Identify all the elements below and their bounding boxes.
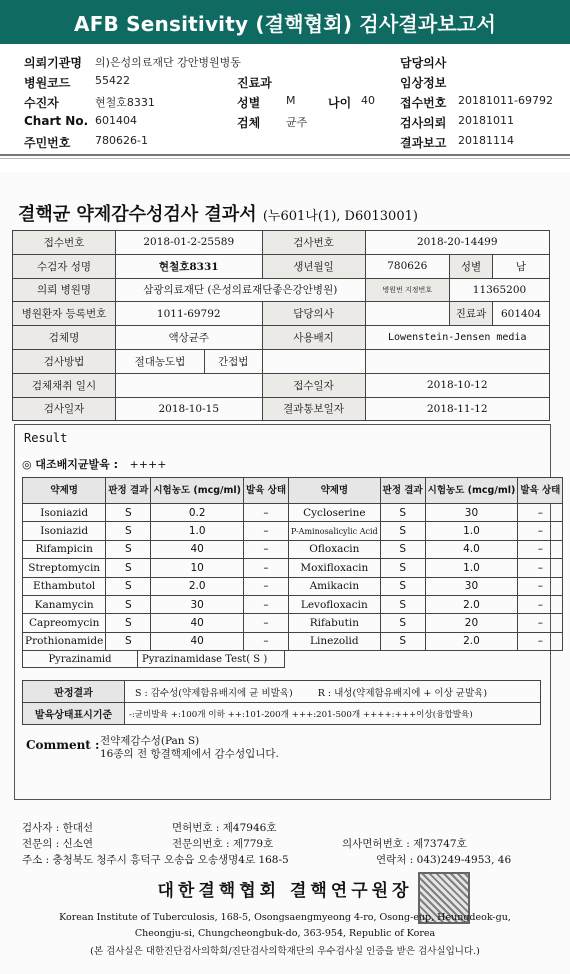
comment-label: Comment : bbox=[26, 738, 100, 752]
table-row bbox=[13, 302, 550, 326]
cell-label: 검사일자 bbox=[13, 397, 116, 421]
col-growth: 발육 상태 bbox=[244, 478, 289, 504]
table-row bbox=[23, 559, 563, 577]
drug-conc: 40 bbox=[151, 540, 244, 558]
address: 주소 : 충청북도 청주시 흥덕구 오송읍 오송생명4로 168-5 bbox=[22, 854, 289, 866]
drug-growth: – bbox=[244, 540, 289, 558]
drug-growth: – bbox=[244, 504, 289, 522]
report-title bbox=[18, 200, 418, 226]
hospital: 삼광의료재단 (은성의료재단좋은강안병원) bbox=[116, 278, 366, 302]
hospital-name-value: 의)은성의료재단 강안병원병동 bbox=[95, 56, 241, 69]
drug-growth: – bbox=[518, 559, 563, 577]
cell-label: 검체명 bbox=[13, 326, 116, 350]
pyrazinamid-name: Pyrazinamid bbox=[23, 651, 138, 668]
reg-no: 1011-69792 bbox=[116, 302, 263, 326]
hospital-name-label: 의뢰기관명 bbox=[24, 56, 82, 70]
dept-label: 진료과 bbox=[237, 76, 272, 90]
table-row bbox=[13, 278, 550, 302]
contact: 연락처 : 043)249-4953, 46 bbox=[376, 854, 512, 866]
drug-growth: – bbox=[244, 577, 289, 595]
drug-name: Rifabutin bbox=[289, 614, 381, 632]
notify-date: 2018-11-12 bbox=[365, 397, 549, 421]
method-1: 절대농도법 bbox=[116, 349, 205, 373]
report-title-main: 결핵균 약제감수성검사 결과서 bbox=[18, 204, 257, 225]
drug-growth: – bbox=[244, 595, 289, 613]
doctor-label: 담당의사 bbox=[400, 56, 447, 70]
empty-cell bbox=[262, 349, 365, 373]
drug-conc: 40 bbox=[151, 614, 244, 632]
drug-growth: – bbox=[244, 632, 289, 650]
inst-no: 11365200 bbox=[450, 278, 550, 302]
dob: 780626 bbox=[365, 254, 449, 278]
receipt-value: 20181011-69792 bbox=[458, 94, 553, 107]
drug-conc: 40 bbox=[151, 632, 244, 650]
drug-growth: – bbox=[518, 522, 563, 540]
drug-name: P-Aminosalicylic Acid bbox=[289, 522, 381, 540]
dept: 601404 bbox=[493, 302, 550, 326]
drug-name: Levofloxacin bbox=[289, 595, 381, 613]
specimen-label: 검체 bbox=[237, 116, 261, 130]
header-row-4 bbox=[0, 114, 570, 132]
divider bbox=[0, 154, 570, 156]
cell-label: 의뢰 병원명 bbox=[13, 278, 116, 302]
cell-label: 수검자 성명 bbox=[13, 254, 116, 278]
cell-label: 접수번호 bbox=[13, 231, 116, 255]
pyrazinamid-row bbox=[22, 650, 285, 668]
chart-no-label: Chart No. bbox=[24, 114, 89, 128]
drug-conc: 30 bbox=[425, 504, 518, 522]
pyrazinamid-value: Pyrazinamidase Test( S ) bbox=[138, 651, 285, 668]
test-no: 2018-20-14499 bbox=[365, 231, 549, 255]
result-report-label: 결과보고 bbox=[400, 136, 447, 150]
table-row bbox=[23, 651, 285, 668]
drug-conc: 30 bbox=[425, 577, 518, 595]
table-row bbox=[13, 373, 550, 397]
drug-result: S bbox=[380, 595, 425, 613]
report-title-code: (누601나(1), D6013001) bbox=[262, 209, 418, 224]
drug-name: Isoniazid bbox=[23, 504, 106, 522]
drug-growth: – bbox=[244, 614, 289, 632]
specimen: 액상균주 bbox=[116, 326, 263, 350]
drug-result: S bbox=[380, 540, 425, 558]
drug-growth: – bbox=[244, 559, 289, 577]
cell-label: 병원번 지정번호 bbox=[365, 278, 449, 302]
result-report-value: 20181114 bbox=[458, 134, 514, 147]
drug-conc: 10 bbox=[151, 559, 244, 577]
drug-name: Ofloxacin bbox=[289, 540, 381, 558]
drug-conc: 0.2 bbox=[151, 504, 244, 522]
drug-name: Capreomycin bbox=[23, 614, 106, 632]
age-label: 나이 bbox=[328, 96, 352, 110]
drug-table bbox=[22, 477, 563, 651]
request-value: 20181011 bbox=[458, 114, 514, 127]
col-conc: 시험농도 (mcg/ml) bbox=[151, 478, 244, 504]
table-header-row bbox=[23, 478, 563, 504]
drug-name: Amikacin bbox=[289, 577, 381, 595]
doctor-license: 의사면허번호 : 제73747호 bbox=[342, 838, 467, 850]
drug-result: S bbox=[380, 522, 425, 540]
drug-result: S bbox=[380, 632, 425, 650]
resident-no-label: 주민번호 bbox=[24, 136, 71, 150]
drug-name: Kanamycin bbox=[23, 595, 106, 613]
cell-label: 병원환자 등록번호 bbox=[13, 302, 116, 326]
table-row bbox=[23, 540, 563, 558]
patient-label: 수진자 bbox=[24, 96, 59, 110]
drug-growth: – bbox=[518, 632, 563, 650]
request-label: 검사의뢰 bbox=[400, 116, 447, 130]
drug-result: S bbox=[106, 522, 151, 540]
header-row-1 bbox=[0, 54, 570, 72]
header-row-3 bbox=[0, 94, 570, 112]
receipt-label: 접수번호 bbox=[400, 96, 447, 110]
institute-name: 대한결핵협회 결핵연구원장 bbox=[157, 881, 413, 901]
sex-label: 성별 bbox=[237, 96, 261, 110]
cell-label: 진료과 bbox=[450, 302, 493, 326]
doctor bbox=[365, 302, 449, 326]
judge-criteria bbox=[125, 681, 541, 703]
chart-no-value: 601404 bbox=[95, 114, 137, 127]
drug-conc: 2.0 bbox=[425, 632, 518, 650]
drug-growth: – bbox=[244, 522, 289, 540]
drug-growth: – bbox=[518, 595, 563, 613]
drug-name: Prothionamide bbox=[23, 632, 106, 650]
cell-label: 검사방법 bbox=[13, 349, 116, 373]
age-value: 40 bbox=[361, 94, 375, 107]
col-judge: 판정 결과 bbox=[380, 478, 425, 504]
expert: 전문의 : 신소연 bbox=[22, 838, 94, 850]
drug-result: S bbox=[106, 614, 151, 632]
certification-note: (본 검사실은 대한진단검사의학회/진단검사의학재단의 우수검사실 인증을 받은 검사실입니다.) bbox=[90, 946, 480, 957]
criteria-table bbox=[22, 680, 541, 725]
drug-conc: 1.0 bbox=[151, 522, 244, 540]
method-2: 간접법 bbox=[204, 349, 262, 373]
growth-std-label: 발육상태표시기준 bbox=[23, 703, 125, 725]
drug-result: S bbox=[106, 632, 151, 650]
sex: 남 bbox=[493, 254, 550, 278]
table-row bbox=[13, 326, 550, 350]
comment-line-1: 전약제감수성(Pan S) bbox=[100, 735, 200, 747]
drug-result: S bbox=[106, 595, 151, 613]
table-row bbox=[23, 595, 563, 613]
table-row bbox=[23, 681, 541, 703]
col-conc: 시험농도 (mcg/ml) bbox=[425, 478, 518, 504]
cell-label: 생년월일 bbox=[262, 254, 365, 278]
drug-growth: – bbox=[518, 504, 563, 522]
cell-label: 담당의사 bbox=[262, 302, 365, 326]
tester: 검사자 : 한대선 bbox=[22, 822, 94, 834]
drug-conc: 1.0 bbox=[425, 559, 518, 577]
judge-label: 판정결과 bbox=[23, 681, 125, 703]
institute-address-line-1: Korean Institute of Tuberculosis, 168-5, Osongsaengmyeong 4-ro, Osong-eup, Heungdeok-gu, bbox=[59, 912, 511, 923]
drug-result: S bbox=[106, 577, 151, 595]
info-table bbox=[12, 230, 550, 421]
col-drug: 약제명 bbox=[289, 478, 381, 504]
table-row bbox=[13, 349, 550, 373]
expert-no: 전문의번호 : 제779호 bbox=[172, 838, 274, 850]
drug-name: Linezolid bbox=[289, 632, 381, 650]
table-row bbox=[23, 577, 563, 595]
resident-no-value: 780626-1 bbox=[95, 134, 148, 147]
control-value: ++++ bbox=[129, 458, 167, 471]
drug-result: S bbox=[380, 577, 425, 595]
growth-std: -:균비발육 +:100개 이하 ++:101-200개 +++:201-500개 ++++:+++이상(융합발육) bbox=[125, 703, 541, 725]
drug-result: S bbox=[380, 559, 425, 577]
drug-name: Rifampicin bbox=[23, 540, 106, 558]
drug-growth: – bbox=[518, 540, 563, 558]
divider bbox=[0, 158, 570, 159]
drug-result: S bbox=[106, 504, 151, 522]
judge-r: R : 내성(약제함유배지에 + 이상 균발육) bbox=[317, 687, 488, 699]
col-growth: 발육 상태 bbox=[518, 478, 563, 504]
drug-conc: 20 bbox=[425, 614, 518, 632]
col-judge: 판정 결과 bbox=[106, 478, 151, 504]
cell-label: 접수일자 bbox=[262, 373, 365, 397]
drug-conc: 4.0 bbox=[425, 540, 518, 558]
institute-address-en bbox=[0, 910, 570, 942]
institute-address-line-2: Cheongju-si, Chungcheongbuk-do, 363-954, Republic of Korea bbox=[134, 928, 436, 939]
table-row bbox=[13, 231, 550, 255]
drug-name: Moxifloxacin bbox=[289, 559, 381, 577]
drug-name: Isoniazid bbox=[23, 522, 106, 540]
col-drug: 약제명 bbox=[23, 478, 106, 504]
drug-result: S bbox=[380, 614, 425, 632]
table-row bbox=[23, 614, 563, 632]
hospital-code-value: 55422 bbox=[95, 74, 130, 87]
patient-value: 현철호8331 bbox=[95, 96, 155, 109]
drug-growth: – bbox=[518, 577, 563, 595]
hospital-code-label: 병원코드 bbox=[24, 76, 71, 90]
drug-name: Cycloserine bbox=[289, 504, 381, 522]
drug-conc: 2.0 bbox=[151, 577, 244, 595]
page-title: AFB Sensitivity (결핵협회) 검사결과보고서 bbox=[0, 0, 570, 44]
recv-date: 2018-10-12 bbox=[365, 373, 549, 397]
table-row bbox=[23, 522, 563, 540]
header-row-2 bbox=[0, 74, 570, 92]
control-growth bbox=[22, 456, 166, 472]
judge-s: S : 감수성(약제함유배지에 균 비발육) bbox=[135, 687, 293, 699]
empty-cell bbox=[365, 349, 549, 373]
cell-label: 검체채취 일시 bbox=[13, 373, 116, 397]
drug-name: Streptomycin bbox=[23, 559, 106, 577]
clinical-info-label: 임상정보 bbox=[400, 76, 447, 90]
table-row bbox=[23, 703, 541, 725]
drug-conc: 2.0 bbox=[425, 595, 518, 613]
sex-value: M bbox=[286, 94, 296, 107]
drug-growth: – bbox=[518, 614, 563, 632]
cell-label: 성별 bbox=[450, 254, 493, 278]
drug-conc: 1.0 bbox=[425, 522, 518, 540]
drug-conc: 30 bbox=[151, 595, 244, 613]
table-row bbox=[23, 504, 563, 522]
table-row bbox=[13, 397, 550, 421]
cell-label: 사용배지 bbox=[262, 326, 365, 350]
table-row bbox=[13, 254, 550, 278]
comment-text bbox=[100, 735, 279, 761]
cell-label: 결과통보일자 bbox=[262, 397, 365, 421]
drug-result: S bbox=[380, 504, 425, 522]
patient-name: 현철호8331 bbox=[116, 254, 263, 278]
header-row-5 bbox=[0, 134, 570, 152]
specimen-value: 균주 bbox=[286, 116, 308, 129]
medium: Lowenstein-Jensen media bbox=[365, 326, 549, 350]
control-label: ◎ 대조배지균발육 : bbox=[22, 458, 119, 471]
result-heading: Result bbox=[24, 431, 68, 445]
license: 면허번호 : 제47946호 bbox=[172, 822, 277, 834]
comment-line-2: 16종의 전 항결핵제에서 감수성입니다. bbox=[100, 748, 279, 760]
receipt-no: 2018-01-2-25589 bbox=[116, 231, 263, 255]
drug-name: Ethambutol bbox=[23, 577, 106, 595]
collect-date bbox=[116, 373, 263, 397]
drug-result: S bbox=[106, 540, 151, 558]
signature-block bbox=[0, 820, 570, 880]
drug-result: S bbox=[106, 559, 151, 577]
table-row bbox=[23, 632, 563, 650]
cell-label: 검사번호 bbox=[262, 231, 365, 255]
test-date: 2018-10-15 bbox=[116, 397, 263, 421]
